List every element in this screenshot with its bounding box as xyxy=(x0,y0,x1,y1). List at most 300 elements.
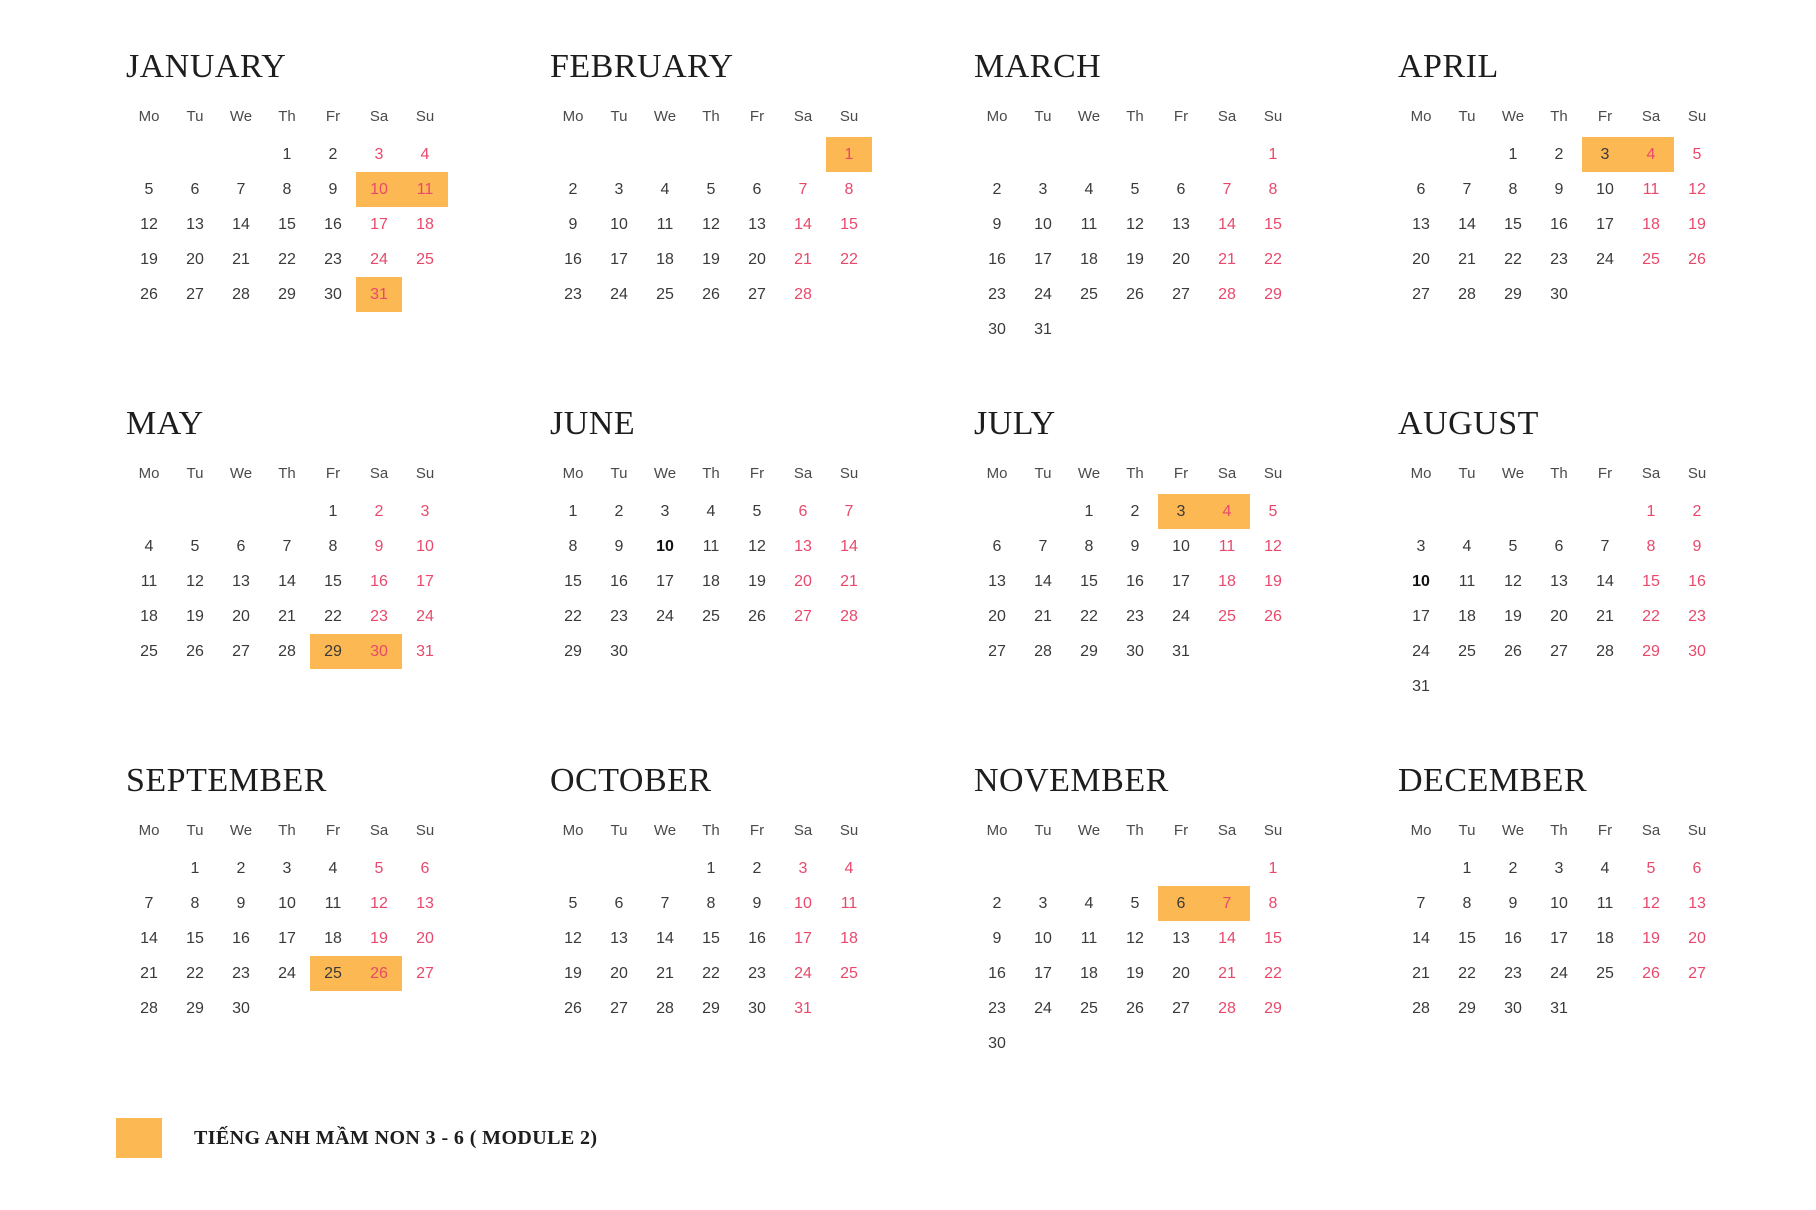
day-cell-empty xyxy=(1204,312,1250,347)
day-cell: 4 xyxy=(1204,494,1250,529)
week-row xyxy=(550,529,872,564)
weekday-header: Su xyxy=(839,465,859,482)
week-row xyxy=(126,991,448,1026)
day-cell: 20 xyxy=(748,250,766,268)
day-cell: 31 xyxy=(1412,677,1430,695)
weekday-header: We xyxy=(653,108,677,125)
weekday-header-row xyxy=(1398,465,1720,494)
weekday-header: We xyxy=(1501,465,1525,482)
day-cell: 29 xyxy=(564,642,582,660)
week-row xyxy=(974,886,1296,921)
weekday-header: Tu xyxy=(186,465,204,482)
day-cell: 21 xyxy=(1458,250,1476,268)
day-cell: 4 xyxy=(844,859,854,877)
day-cell: 26 xyxy=(356,956,402,991)
day-cell-empty xyxy=(550,851,596,886)
month-april xyxy=(1332,48,1756,347)
week-row xyxy=(126,277,448,312)
weekday-header: Su xyxy=(1687,108,1707,125)
week-row xyxy=(550,137,872,172)
day-cell-empty xyxy=(1398,851,1444,886)
day-cell: 22 xyxy=(186,964,204,982)
week-row xyxy=(974,207,1296,242)
weekday-header: Mo xyxy=(138,822,160,839)
month-title: DECEMBER xyxy=(1398,762,1588,799)
day-cell: 1 xyxy=(1268,145,1278,163)
day-cell: 26 xyxy=(1642,964,1660,982)
day-cell: 9 xyxy=(752,894,762,912)
month-title: APRIL xyxy=(1398,48,1499,85)
weekday-header-row xyxy=(126,465,448,494)
day-cell: 13 xyxy=(988,572,1006,590)
day-cell: 14 xyxy=(840,537,858,555)
month-title: JULY xyxy=(974,405,1056,442)
day-cell: 10 xyxy=(278,894,296,912)
day-cell-empty xyxy=(1582,991,1628,1026)
day-cell: 5 xyxy=(1508,537,1518,555)
day-cell: 3 xyxy=(798,859,808,877)
day-cell: 11 xyxy=(1642,180,1660,198)
day-cell: 6 xyxy=(236,537,246,555)
day-cell-empty xyxy=(1204,137,1250,172)
week-row xyxy=(974,599,1296,634)
day-cell: 31 xyxy=(1172,642,1190,660)
day-cell-empty xyxy=(1158,137,1204,172)
day-cell: 11 xyxy=(1596,894,1614,912)
weekday-header: Th xyxy=(1126,822,1144,839)
day-cell: 26 xyxy=(1688,250,1706,268)
weekday-header: Th xyxy=(1126,108,1144,125)
week-row xyxy=(126,137,448,172)
weekday-header-row xyxy=(974,822,1296,851)
day-cell: 24 xyxy=(656,607,674,625)
day-cell: 28 xyxy=(1596,642,1614,660)
day-cell-empty xyxy=(1674,277,1720,312)
day-cell: 29 xyxy=(310,634,356,669)
weekday-header: Th xyxy=(1126,465,1144,482)
day-cell: 3 xyxy=(1416,537,1426,555)
day-cell: 16 xyxy=(324,215,342,233)
weekday-header: We xyxy=(653,822,677,839)
week-row xyxy=(550,956,872,991)
day-cell: 6 xyxy=(798,502,808,520)
day-cell: 26 xyxy=(140,285,158,303)
day-cell: 10 xyxy=(356,172,402,207)
day-cell: 9 xyxy=(1554,180,1564,198)
day-cell: 13 xyxy=(416,894,434,912)
weekday-header: Mo xyxy=(562,465,584,482)
day-cell-empty xyxy=(688,634,734,669)
day-cell: 9 xyxy=(992,929,1002,947)
day-cell-empty xyxy=(1250,634,1296,669)
day-cell: 25 xyxy=(840,964,858,982)
day-cell: 3 xyxy=(420,502,430,520)
weekday-header: Fr xyxy=(749,822,765,839)
weekday-header: Mo xyxy=(986,108,1008,125)
day-cell: 31 xyxy=(416,642,434,660)
day-cell: 28 xyxy=(278,642,296,660)
weekday-header: Sa xyxy=(1217,822,1237,839)
day-cell: 5 xyxy=(752,502,762,520)
week-row xyxy=(974,851,1296,886)
day-cell: 6 xyxy=(1176,180,1186,198)
month-title: FEBRUARY xyxy=(550,48,734,85)
day-cell: 12 xyxy=(748,537,766,555)
day-cell: 17 xyxy=(1412,607,1430,625)
month-february xyxy=(484,48,908,347)
day-cell: 14 xyxy=(656,929,674,947)
day-cell: 19 xyxy=(370,929,388,947)
day-cell: 19 xyxy=(1126,250,1144,268)
week-row xyxy=(1398,956,1720,991)
week-row xyxy=(1398,991,1720,1026)
day-cell: 16 xyxy=(1550,215,1568,233)
day-cell: 1 xyxy=(706,859,716,877)
day-cell: 12 xyxy=(1126,215,1144,233)
week-row xyxy=(126,599,448,634)
day-cell: 3 xyxy=(1554,859,1564,877)
day-cell-empty xyxy=(402,991,448,1026)
day-cell: 16 xyxy=(1126,572,1144,590)
weekday-header: Fr xyxy=(1597,822,1613,839)
day-cell: 2 xyxy=(328,145,338,163)
day-cell: 10 xyxy=(1172,537,1190,555)
week-row xyxy=(974,137,1296,172)
day-cell: 13 xyxy=(186,215,204,233)
weekday-header: Mo xyxy=(986,465,1008,482)
week-row xyxy=(126,564,448,599)
day-cell: 29 xyxy=(1264,285,1282,303)
day-cell: 13 xyxy=(748,215,766,233)
day-cell-empty xyxy=(1674,991,1720,1026)
day-cell: 19 xyxy=(1504,607,1522,625)
day-cell: 7 xyxy=(236,180,246,198)
weekday-header: Mo xyxy=(562,108,584,125)
day-cell: 19 xyxy=(564,964,582,982)
day-cell: 29 xyxy=(186,999,204,1017)
day-cell: 15 xyxy=(1642,572,1660,590)
week-row xyxy=(974,564,1296,599)
day-cell: 9 xyxy=(328,180,338,198)
day-cell: 27 xyxy=(1172,285,1190,303)
day-cell: 8 xyxy=(1084,537,1094,555)
day-cell: 23 xyxy=(988,285,1006,303)
month-june xyxy=(484,405,908,704)
weekday-header: We xyxy=(1077,108,1101,125)
weekday-header: We xyxy=(229,465,253,482)
day-cell: 2 xyxy=(614,502,624,520)
day-cell: 11 xyxy=(140,572,158,590)
day-cell: 13 xyxy=(610,929,628,947)
month-title: AUGUST xyxy=(1398,405,1539,442)
day-cell: 15 xyxy=(1264,215,1282,233)
day-cell: 2 xyxy=(374,502,384,520)
weekday-header: Su xyxy=(415,465,435,482)
weekday-header: Su xyxy=(1263,108,1283,125)
weekday-header: Tu xyxy=(1034,108,1052,125)
week-row xyxy=(974,1026,1296,1061)
day-cell: 18 xyxy=(840,929,858,947)
month-title: OCTOBER xyxy=(550,762,712,799)
day-cell-empty xyxy=(1020,851,1066,886)
day-cell-empty xyxy=(1398,137,1444,172)
day-cell: 6 xyxy=(420,859,430,877)
day-cell: 21 xyxy=(232,250,250,268)
day-cell: 15 xyxy=(840,215,858,233)
day-cell: 9 xyxy=(374,537,384,555)
day-cell: 27 xyxy=(610,999,628,1017)
day-cell: 15 xyxy=(186,929,204,947)
day-cell: 14 xyxy=(1412,929,1430,947)
day-cell: 8 xyxy=(1268,180,1278,198)
weekday-header: Tu xyxy=(610,465,628,482)
day-cell: 28 xyxy=(656,999,674,1017)
day-cell-empty xyxy=(1066,1026,1112,1061)
day-cell: 17 xyxy=(1550,929,1568,947)
day-cell: 21 xyxy=(1218,250,1236,268)
week-row xyxy=(1398,207,1720,242)
day-cell: 20 xyxy=(988,607,1006,625)
months-grid xyxy=(60,48,1756,1061)
day-cell-empty xyxy=(1582,669,1628,704)
weekday-header: Th xyxy=(1550,822,1568,839)
legend-swatch xyxy=(116,1118,162,1158)
day-cell: 23 xyxy=(610,607,628,625)
day-cell: 23 xyxy=(324,250,342,268)
day-cell: 27 xyxy=(232,642,250,660)
weekday-header: Fr xyxy=(749,465,765,482)
month-july xyxy=(908,405,1332,704)
weekday-header: Sa xyxy=(793,822,813,839)
day-cell: 27 xyxy=(186,285,204,303)
month-grid xyxy=(550,108,872,312)
day-cell-empty xyxy=(1158,851,1204,886)
day-cell: 9 xyxy=(1508,894,1518,912)
month-october xyxy=(484,762,908,1061)
weekday-header-row xyxy=(974,465,1296,494)
weekday-header: Sa xyxy=(793,465,813,482)
day-cell: 20 xyxy=(186,250,204,268)
day-cell: 7 xyxy=(844,502,854,520)
weekday-header-row xyxy=(1398,108,1720,137)
day-cell: 1 xyxy=(1268,859,1278,877)
day-cell: 24 xyxy=(1596,250,1614,268)
day-cell: 13 xyxy=(1172,215,1190,233)
day-cell: 21 xyxy=(794,250,812,268)
day-cell: 10 xyxy=(1550,894,1568,912)
day-cell: 23 xyxy=(1550,250,1568,268)
day-cell: 18 xyxy=(140,607,158,625)
weekday-header: Mo xyxy=(562,822,584,839)
day-cell-empty xyxy=(1020,494,1066,529)
weekday-header-row xyxy=(550,108,872,137)
day-cell-empty xyxy=(1674,669,1720,704)
day-cell-empty xyxy=(172,137,218,172)
day-cell: 31 xyxy=(1550,999,1568,1017)
day-cell: 24 xyxy=(1550,964,1568,982)
day-cell: 15 xyxy=(564,572,582,590)
month-grid xyxy=(126,465,448,669)
day-cell-empty xyxy=(264,991,310,1026)
day-cell: 3 xyxy=(1038,180,1048,198)
day-cell: 24 xyxy=(370,250,388,268)
month-grid xyxy=(550,465,872,669)
day-cell: 17 xyxy=(610,250,628,268)
day-cell: 11 xyxy=(402,172,448,207)
week-row xyxy=(1398,172,1720,207)
day-cell-empty xyxy=(1490,669,1536,704)
day-cell: 15 xyxy=(1080,572,1098,590)
day-cell: 15 xyxy=(1264,929,1282,947)
day-cell-empty xyxy=(1066,312,1112,347)
weekday-header-row xyxy=(974,108,1296,137)
day-cell: 1 xyxy=(1646,502,1656,520)
day-cell-empty xyxy=(126,494,172,529)
day-cell: 2 xyxy=(992,894,1002,912)
day-cell: 21 xyxy=(1596,607,1614,625)
day-cell: 17 xyxy=(1034,250,1052,268)
day-cell: 24 xyxy=(610,285,628,303)
day-cell: 6 xyxy=(752,180,762,198)
day-cell: 7 xyxy=(1416,894,1426,912)
day-cell: 23 xyxy=(370,607,388,625)
weekday-header: Sa xyxy=(369,465,389,482)
day-cell: 23 xyxy=(1126,607,1144,625)
day-cell-empty xyxy=(218,137,264,172)
legend xyxy=(116,1118,597,1158)
week-row xyxy=(550,172,872,207)
week-row xyxy=(1398,669,1720,704)
day-cell-empty xyxy=(1158,312,1204,347)
day-cell: 21 xyxy=(840,572,858,590)
day-cell: 8 xyxy=(1462,894,1472,912)
day-cell: 5 xyxy=(1130,180,1140,198)
weekday-header: Fr xyxy=(1597,465,1613,482)
weekday-header: We xyxy=(1501,822,1525,839)
day-cell: 28 xyxy=(840,607,858,625)
day-cell-empty xyxy=(1204,851,1250,886)
day-cell: 7 xyxy=(1600,537,1610,555)
day-cell: 29 xyxy=(1080,642,1098,660)
weekday-header: Sa xyxy=(1641,465,1661,482)
legend-label: TIẾNG ANH MẦM NON 3 - 6 ( MODULE 2) xyxy=(194,1126,598,1149)
day-cell-empty xyxy=(1582,494,1628,529)
day-cell: 12 xyxy=(564,929,582,947)
weekday-header: Su xyxy=(1263,822,1283,839)
day-cell: 28 xyxy=(140,999,158,1017)
day-cell: 24 xyxy=(1412,642,1430,660)
day-cell: 28 xyxy=(1034,642,1052,660)
weekday-header: Fr xyxy=(1173,465,1189,482)
day-cell: 18 xyxy=(1458,607,1476,625)
day-cell: 19 xyxy=(702,250,720,268)
day-cell: 31 xyxy=(1034,320,1052,338)
day-cell: 22 xyxy=(702,964,720,982)
day-cell: 10 xyxy=(1412,572,1430,590)
day-cell: 18 xyxy=(1596,929,1614,947)
day-cell: 4 xyxy=(706,502,716,520)
day-cell: 23 xyxy=(1504,964,1522,982)
day-cell: 2 xyxy=(1554,145,1564,163)
day-cell: 14 xyxy=(1034,572,1052,590)
weekday-header: Sa xyxy=(1217,108,1237,125)
month-title: JUNE xyxy=(550,405,636,442)
week-row xyxy=(126,921,448,956)
weekday-header-row xyxy=(126,822,448,851)
day-cell: 13 xyxy=(1412,215,1430,233)
day-cell: 29 xyxy=(1642,642,1660,660)
day-cell: 5 xyxy=(1692,145,1702,163)
day-cell: 8 xyxy=(190,894,200,912)
day-cell: 17 xyxy=(1596,215,1614,233)
week-row xyxy=(126,529,448,564)
day-cell: 25 xyxy=(1596,964,1614,982)
day-cell: 20 xyxy=(1412,250,1430,268)
day-cell: 25 xyxy=(1218,607,1236,625)
day-cell: 5 xyxy=(706,180,716,198)
day-cell: 16 xyxy=(988,250,1006,268)
day-cell: 26 xyxy=(564,999,582,1017)
day-cell: 1 xyxy=(826,137,872,172)
day-cell-empty xyxy=(826,277,872,312)
day-cell: 16 xyxy=(988,964,1006,982)
day-cell: 11 xyxy=(1080,929,1098,947)
day-cell: 27 xyxy=(1412,285,1430,303)
day-cell: 18 xyxy=(702,572,720,590)
weekday-header: Su xyxy=(1687,822,1707,839)
day-cell-empty xyxy=(734,137,780,172)
day-cell: 22 xyxy=(1264,250,1282,268)
day-cell: 24 xyxy=(278,964,296,982)
week-row xyxy=(126,886,448,921)
day-cell: 26 xyxy=(186,642,204,660)
day-cell-empty xyxy=(310,991,356,1026)
day-cell: 22 xyxy=(324,607,342,625)
day-cell: 18 xyxy=(324,929,342,947)
day-cell: 24 xyxy=(794,964,812,982)
day-cell: 8 xyxy=(706,894,716,912)
day-cell: 7 xyxy=(660,894,670,912)
day-cell: 9 xyxy=(568,215,578,233)
day-cell: 12 xyxy=(1642,894,1660,912)
day-cell: 2 xyxy=(1692,502,1702,520)
day-cell-empty xyxy=(1112,1026,1158,1061)
day-cell: 3 xyxy=(1038,894,1048,912)
week-row xyxy=(550,634,872,669)
day-cell: 17 xyxy=(1034,964,1052,982)
day-cell: 6 xyxy=(1554,537,1564,555)
weekday-header: Tu xyxy=(1034,465,1052,482)
day-cell: 28 xyxy=(232,285,250,303)
day-cell: 26 xyxy=(1504,642,1522,660)
weekday-header: Th xyxy=(1550,108,1568,125)
day-cell: 5 xyxy=(190,537,200,555)
week-row xyxy=(1398,494,1720,529)
weekday-header: We xyxy=(229,108,253,125)
day-cell: 4 xyxy=(328,859,338,877)
day-cell: 11 xyxy=(840,894,858,912)
day-cell-empty xyxy=(402,277,448,312)
weekday-header: Sa xyxy=(1641,822,1661,839)
day-cell: 19 xyxy=(748,572,766,590)
day-cell: 12 xyxy=(140,215,158,233)
day-cell: 30 xyxy=(1504,999,1522,1017)
week-row xyxy=(1398,529,1720,564)
day-cell-empty xyxy=(1628,991,1674,1026)
day-cell: 1 xyxy=(328,502,338,520)
day-cell: 11 xyxy=(656,215,674,233)
day-cell: 5 xyxy=(144,180,154,198)
